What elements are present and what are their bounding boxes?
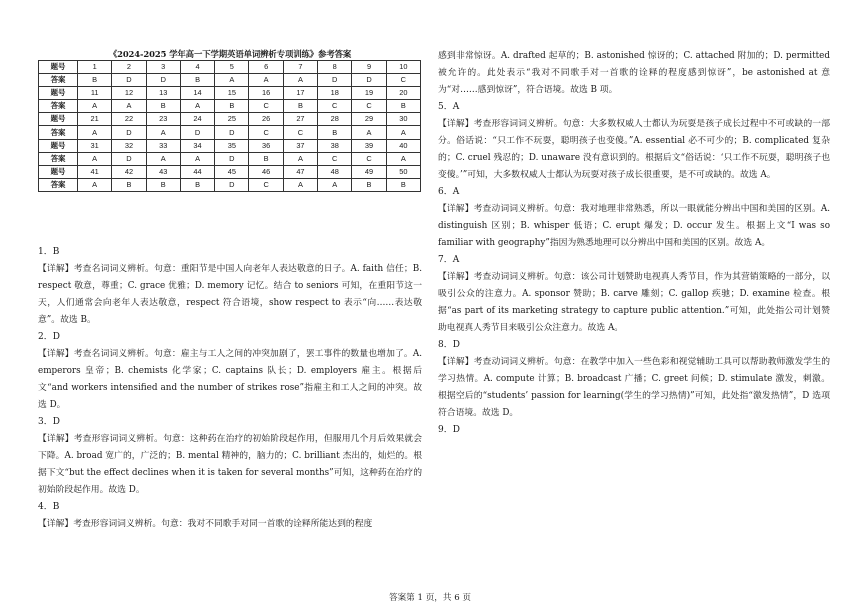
table-cell: 21 [78, 113, 112, 126]
question-number: 8．D [438, 340, 460, 350]
table-cell: A [386, 152, 420, 165]
row-header-cell: 答案 [39, 74, 78, 87]
table-cell: C [352, 100, 386, 113]
table-cell: 29 [352, 113, 386, 126]
table-cell: 28 [318, 113, 352, 126]
table-cell: C [318, 100, 352, 113]
table-cell: C [249, 178, 283, 191]
table-row [39, 126, 421, 139]
table-cell: 16 [249, 87, 283, 100]
table-row [39, 113, 421, 126]
table-cell: D [146, 74, 180, 87]
table-cell: 15 [215, 87, 249, 100]
answer-table [38, 60, 421, 192]
row-header-cell: 题号 [39, 61, 78, 74]
table-cell: 48 [318, 165, 352, 178]
table-cell: 19 [352, 87, 386, 100]
table-cell: 8 [318, 61, 352, 74]
table-cell: A [283, 74, 317, 87]
table-cell: C [318, 152, 352, 165]
table-cell: 40 [386, 139, 420, 152]
table-row [39, 165, 421, 178]
table-cell: A [215, 74, 249, 87]
table-cell: 17 [283, 87, 317, 100]
table-cell: 2 [112, 61, 146, 74]
table-cell: C [249, 100, 283, 113]
table-cell: D [352, 74, 386, 87]
table-cell: 42 [112, 165, 146, 178]
table-cell: 47 [283, 165, 317, 178]
table-row [39, 152, 421, 165]
table-cell: A [180, 152, 214, 165]
table-cell: A [78, 152, 112, 165]
table-row [39, 178, 421, 191]
table-cell: 10 [386, 61, 420, 74]
explanation: 【详解】考查动词词义辨析。句意：在教学中加入一些色彩和视觉辅助工具可以帮助教师激发学生的学习热情。A. compute 计算；B. broadcast 广播；C. greet 问候；D. stimulate 激发，刺激。根据空后的“students’ passion for learning(学生的学习热情)”可知，此处指“激发热情”，D 选项符合语境。故选 D。 [438, 357, 830, 418]
table-cell: 37 [283, 139, 317, 152]
table-cell: 33 [146, 139, 180, 152]
table-cell: B [78, 74, 112, 87]
table-cell: 27 [283, 113, 317, 126]
table-cell: 14 [180, 87, 214, 100]
question-number: 9．D [438, 425, 460, 435]
table-cell: D [112, 126, 146, 139]
table-cell: 20 [386, 87, 420, 100]
table-row [39, 74, 421, 87]
explanation: 【详解】考查形容词词义辨析。句意：这种药在治疗的初始阶段起作用，但服用几个月后效果就会下降。A. broad 宽广的，广泛的；B. mental 精神的，脑力的；C. brilliant 杰出的，灿烂的。根据下文“but the effect declines when it is taken for several months”可知，这种药在治疗的初始阶段起作用。故选 D。 [38, 434, 422, 495]
table-cell: B [180, 178, 214, 191]
table-cell: A [352, 126, 386, 139]
table-cell: 6 [249, 61, 283, 74]
table-cell: D [215, 178, 249, 191]
table-cell: D [112, 152, 146, 165]
question-number: 4．B [38, 502, 60, 512]
page-footer: 答案第 1 页，共 6 页 [388, 593, 472, 603]
table-cell: 44 [180, 165, 214, 178]
table-cell: 25 [215, 113, 249, 126]
table-cell: A [78, 126, 112, 139]
table-cell: 46 [249, 165, 283, 178]
table-cell: A [112, 100, 146, 113]
table-row [39, 139, 421, 152]
page-title: 《2024-2025 学年高一下学期英语单词辨析专项训练》参考答案 [108, 49, 352, 59]
table-cell: 30 [386, 113, 420, 126]
table-cell: 12 [112, 87, 146, 100]
table-cell: 7 [283, 61, 317, 74]
table-cell: C [283, 126, 317, 139]
table-cell: B [180, 74, 214, 87]
explanation: 【详解】考查名词词义辨析。句意：重阳节是中国人向老年人表达敬意的日子。A. faith 信任；B. respect 敬意，尊重；C. grace 优雅；D. memory 记忆。结合 to seniors 可知，在重阳节这一天，人们通常会向老年人表达敬意，respect 符合语境，show respect to 表示“向……表达敬意”。故选 B。 [38, 264, 422, 325]
table-cell: 24 [180, 113, 214, 126]
table-cell: 50 [386, 165, 420, 178]
table-row [39, 61, 421, 74]
table-cell: A [146, 152, 180, 165]
table-cell: 32 [112, 139, 146, 152]
row-header-cell: 答案 [39, 152, 78, 165]
table-cell: B [146, 100, 180, 113]
table-cell: C [386, 74, 420, 87]
table-cell: D [215, 126, 249, 139]
table-row [39, 87, 421, 100]
table-cell: 1 [78, 61, 112, 74]
table-cell: A [283, 152, 317, 165]
table-cell: B [386, 178, 420, 191]
question-number: 1．B [38, 247, 60, 257]
table-cell: 39 [352, 139, 386, 152]
question-number: 7．A [438, 255, 460, 265]
question-number: 6．A [438, 187, 460, 197]
table-cell: D [180, 126, 214, 139]
table-cell: B [215, 100, 249, 113]
table-cell: 36 [249, 139, 283, 152]
question-number: 2．D [38, 332, 60, 342]
row-header-cell: 答案 [39, 100, 78, 113]
row-header-cell: 题号 [39, 139, 78, 152]
table-cell: A [146, 126, 180, 139]
table-cell: D [318, 74, 352, 87]
table-cell: A [283, 178, 317, 191]
table-cell: 34 [180, 139, 214, 152]
table-cell: B [352, 178, 386, 191]
table-cell: C [352, 152, 386, 165]
table-cell: 13 [146, 87, 180, 100]
table-row [39, 100, 421, 113]
explanation: 【详解】考查动词词义辨析。句意：我对地理非常熟悉，所以一眼就能分辨出中国和美国的区别。A. distinguish 区别；B. whisper 低语；C. erupt 爆发；D. occur 发生。根据上文“I was so familiar with geography”指因为熟悉地理可以分辨出中国和美国的区别。故选 A。 [438, 204, 830, 248]
table-cell: 41 [78, 165, 112, 178]
explanation: 【详解】考查形容词词义辨析。句意：大多数权威人士都认为玩耍是孩子成长过程中不可或缺的一部分。俗话说：“只工作不玩耍，聪明孩子也变傻。”A. essential 必不可少的；B. complicated 复杂的；C. cruel 残忍的；D. unaware 没有意识到的。根据后文“俗话说：‘只工作不玩耍，聪明孩子也变傻。’”可知，大多数权威人士都认为玩耍对孩子成长很重要，是不可或缺的。故选 A。 [438, 119, 830, 180]
table-cell: 11 [78, 87, 112, 100]
table-cell: 26 [249, 113, 283, 126]
table-cell: 35 [215, 139, 249, 152]
left-column [38, 244, 422, 533]
row-header-cell: 答案 [39, 178, 78, 191]
question-number: 5．A [438, 102, 460, 112]
table-cell: 45 [215, 165, 249, 178]
table-cell: A [78, 178, 112, 191]
explanation: 感到非常惊讶。A. drafted 起草的；B. astonished 惊讶的；C. attached 附加的；D. permitted 被允许的。此处表示“我对不同歌手对一首歌的诠释的程度感到惊讶”，be astonished at 意为“对……感到惊讶”，符合语境。故选 B 项。 [438, 51, 830, 95]
table-cell: 18 [318, 87, 352, 100]
table-cell: 5 [215, 61, 249, 74]
table-cell: 38 [318, 139, 352, 152]
table-cell: B [249, 152, 283, 165]
table-cell: 4 [180, 61, 214, 74]
question-number: 3．D [38, 417, 60, 427]
row-header-cell: 题号 [39, 165, 78, 178]
table-cell: 43 [146, 165, 180, 178]
table-cell: 9 [352, 61, 386, 74]
table-cell: B [318, 126, 352, 139]
table-cell: 23 [146, 113, 180, 126]
table-cell: B [283, 100, 317, 113]
table-cell: 49 [352, 165, 386, 178]
table-cell: B [146, 178, 180, 191]
table-cell: D [215, 152, 249, 165]
table-cell: B [386, 100, 420, 113]
row-header-cell: 题号 [39, 113, 78, 126]
table-cell: A [249, 74, 283, 87]
explanation: 【详解】考查名词词义辨析。句意：雇主与工人之间的冲突加剧了，罢工事件的数量也增加了。A. emperors 皇帝；B. chemists 化学家；C. captains 队长；D. employers 雇主。根据后文“and workers intensified and the number of strikes rose”指雇主和工人之间的冲突。故选 D。 [38, 349, 422, 410]
explanation: 【详解】考查动词词义辨析。句意：该公司计划赞助电视真人秀节目，作为其营销策略的一部分，以吸引公众的注意力。A. sponsor 赞助；B. carve 雕刻；C. gallop 疾驰；D. examine 检查。根据“as part of its marketing strategy to capture public attention.”可知，此处指公司计划赞助电视真人秀节目来吸引公众注意力。故选 A。 [438, 272, 830, 333]
table-cell: A [386, 126, 420, 139]
table-cell: 22 [112, 113, 146, 126]
table-cell: 31 [78, 139, 112, 152]
table-cell: A [180, 100, 214, 113]
row-header-cell: 题号 [39, 87, 78, 100]
table-cell: D [112, 74, 146, 87]
table-cell: A [78, 100, 112, 113]
table-cell: 3 [146, 61, 180, 74]
explanation: 【详解】考查形容词词义辨析。句意：我对不同歌手对同一首歌的诠释所能达到的程度 [38, 519, 373, 529]
table-cell: B [112, 178, 146, 191]
row-header-cell: 答案 [39, 126, 78, 139]
table-cell: C [249, 126, 283, 139]
right-column [438, 48, 830, 439]
table-cell: A [318, 178, 352, 191]
